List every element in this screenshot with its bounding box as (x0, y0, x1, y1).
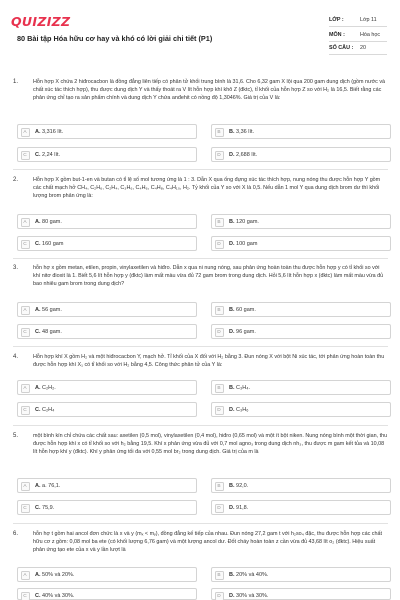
meta-underline (329, 26, 387, 27)
option-b[interactable] (211, 380, 391, 395)
option-a[interactable] (17, 478, 197, 493)
meta-underline (329, 54, 387, 55)
option-letter: D (215, 328, 224, 337)
meta-label: MÔN : (329, 32, 345, 38)
option-letter: A (21, 482, 30, 491)
option-text: C. 40% và 30%. (35, 593, 75, 599)
option-letter: D (215, 504, 224, 513)
question-text: Hỗn hợp khí X gồm H₂ và một hiđrocacbon Y, mạch hở. Tỉ khối của X đối với H₂ bằng 3. Đun nóng X với bột Ni xúc tác, tới phản ứng hoàn toàn thu được hỗn hợp khí X₁ có tỉ khối so với H₂ bằng 4,5. Công thức phân tử của Y là: (33, 354, 385, 368)
option-b[interactable] (211, 302, 391, 317)
option-a[interactable] (17, 567, 197, 582)
option-letter: A (21, 128, 30, 137)
option-text: A. C₂H₂. (35, 385, 56, 391)
question-text: hỗn hợ x gồm metan, etilen, propin, vinylaxetilen và hiđro. Dẫn x qua ni nung nóng, sau phản ứng hoàn toàn thu được hỗn hợp y có tỉ khối so với khí nitơ đioxit là 1. Biết 5,6 lít hỗn hợp y (đktc) làm mất màu vừa đủ 72 gam brom trong dung dịch. Hỏi 5,6 lít hỗn hợp x (đktc) làm mất màu vừa đủ bao nhiêu gam brom trong dung dịch? (33, 265, 384, 287)
option-text: D. C₃H₆ (229, 407, 249, 413)
page-title: 80 Bài tập Hóa hữu cơ hay và khó có lời giải chi tiết (P1) (17, 34, 213, 43)
option-letter: A (21, 218, 30, 227)
meta-label: SỐ CÂU : (329, 45, 354, 51)
question-divider (13, 523, 388, 524)
option-b[interactable] (211, 124, 391, 139)
page-header (0, 0, 400, 58)
question-divider (13, 258, 388, 259)
option-letter: B (215, 571, 224, 580)
option-letter: B (215, 218, 224, 227)
option-a[interactable] (17, 214, 197, 229)
option-text: B. 20% và 40%. (229, 572, 269, 578)
option-c[interactable] (17, 500, 197, 515)
option-text: B. 3,36 lít. (229, 129, 255, 135)
option-letter: D (215, 240, 224, 249)
option-c[interactable] (17, 147, 197, 162)
option-letter: A (21, 571, 30, 580)
option-c[interactable] (17, 402, 197, 417)
question-text: một bình kín chỉ chứa các chất sau: axetilen (0,5 mol), vinylaxetilen (0,4 mol), hiđro (0,65 mol) và một ít bột niken. Nung nóng bình một thời gian, thu được hỗn hợp khí x có tỉ khối so với h₂ bằng 19,5. Khí x phản ứng vừa đủ với 0,7 mol agno₃ trong dung dịch nh₃, thu được m gam kết tủa và 10,08 lít hỗn hợp khí y (đktc). Khí y phản ứng tối đa với 0,55 mol br₂ trong dung dịch. Giá trị của m là (33, 433, 388, 455)
option-text: A. 80 gam. (35, 219, 62, 225)
option-b[interactable] (211, 478, 391, 493)
option-letter: B (215, 306, 224, 315)
option-letter: C (21, 504, 30, 513)
meta-value: Hóa học (360, 32, 381, 38)
option-b[interactable] (211, 567, 391, 582)
option-letter: A (21, 384, 30, 393)
meta-label: LỚP : (329, 17, 344, 23)
option-text: A. 3,316 lít. (35, 129, 64, 135)
option-letter: D (215, 592, 224, 600)
option-letter: C (21, 240, 30, 249)
option-text: D. 100 gam (229, 241, 258, 247)
option-text: B. 60 gam. (229, 307, 256, 313)
option-text: D. 30% và 30%. (229, 593, 269, 599)
option-text: C. 48 gam. (35, 329, 62, 335)
option-d[interactable] (211, 236, 391, 251)
question-number: 2. (13, 177, 19, 183)
question-text: hỗn hợ t gồm hai ancol đơn chức là x và y (mₓ < mᵧ), đồng đẳng kế tiếp của nhau. Đun nóng 27,2 gam t với h₂so₄ đặc, thu được hỗn hợp các chất hữu cơ z gồm: 0,08 mol ba ete (có khối lượng 6,76 gam) và một lượng ancol dư. Đốt cháy hoàn toàn z cần vừa đủ 43,68 lít o₂ (đktc). Hiệu suất phản ứng tạo ete của x và y lần lượt là (33, 531, 382, 553)
option-letter: C (21, 328, 30, 337)
meta-value: 20 (360, 45, 366, 51)
option-letter: D (215, 151, 224, 160)
meta-value: Lớp 11 (360, 17, 377, 23)
meta-underline (329, 41, 387, 42)
question-number: 3. (13, 265, 19, 271)
option-text: C. 75,9. (35, 505, 55, 511)
option-text: D. 96 gam. (229, 329, 256, 335)
option-letter: B (215, 482, 224, 491)
quizizz-logo: QUIZIZZ (11, 14, 71, 29)
question-divider (13, 346, 388, 347)
option-text: C. 160 gam (35, 241, 64, 247)
option-a[interactable] (17, 124, 197, 139)
option-c[interactable] (17, 236, 197, 251)
option-letter: A (21, 306, 30, 315)
question-text: Hỗn hợp X gồm but-1-en và butan có tỉ lệ số mol tương ứng là 1 : 3. Dẫn X qua ống đựng xúc tác thích hợp, nung nóng thu được hỗn hợp Y gồm các chất mạch hở CH₄, C₂H₆, C₂H₄, C₃H₆, C₄H₆, C₄H₈, C₄H₁₀, H₂. Tỷ khối của Y so với X là 0,5. Nếu dẫn 1 mol Y qua dung dịch brom dư thì khối lượng brom phản ứng là: (33, 177, 381, 199)
option-text: D. 2,688 lít. (229, 152, 258, 158)
option-text: B. 92,0. (229, 483, 249, 489)
question-number: 1. (13, 79, 19, 85)
option-letter: B (215, 384, 224, 393)
option-text: C. 2,24 lít. (35, 152, 61, 158)
question-divider (13, 425, 388, 426)
question-divider (13, 169, 388, 170)
option-text: B. 120 gam. (229, 219, 259, 225)
option-d[interactable] (211, 324, 391, 339)
option-letter: B (215, 128, 224, 137)
option-c[interactable] (17, 588, 197, 600)
option-text: C. C₂H₄ (35, 407, 55, 413)
option-letter: C (21, 592, 30, 600)
option-a[interactable] (17, 302, 197, 317)
option-text: A. 50% và 20%. (35, 572, 75, 578)
option-d[interactable] (211, 147, 391, 162)
option-d[interactable] (211, 588, 391, 600)
option-c[interactable] (17, 324, 197, 339)
option-d[interactable] (211, 402, 391, 417)
option-text: A. 56 gam. (35, 307, 62, 313)
option-a[interactable] (17, 380, 197, 395)
option-d[interactable] (211, 500, 391, 515)
question-text: Hỗn hợp X chứa 2 hiđrocacbon là đồng đẳng liên tiếp có phân tử khối trung bình là 31,6. Cho 6,32 gam X lội qua 200 gam dung dịch (gồm nước và chất xúc tác thích hợp), thu được dung dịch Y và thấy thoát ra V lít hỗn hợp khí khô Z (đktc), tỉ khối của hỗn hợp Z so với H₂ là 16,5. Biết rằng các phản ứng chỉ tạo ra sản phẩm chính và dung dịch Y chứa anđehit có nồng độ 1,3046%. Giá trị của V là: (33, 79, 386, 101)
option-text: A. a. 76,1. (35, 483, 61, 489)
option-letter: D (215, 406, 224, 415)
option-letter: C (21, 406, 30, 415)
question-number: 5. (13, 433, 19, 439)
question-number: 4. (13, 354, 19, 360)
option-text: D. 91,8. (229, 505, 249, 511)
option-letter: C (21, 151, 30, 160)
option-text: B. C₃H₄. (229, 385, 250, 391)
question-number: 6. (13, 531, 19, 537)
option-b[interactable] (211, 214, 391, 229)
